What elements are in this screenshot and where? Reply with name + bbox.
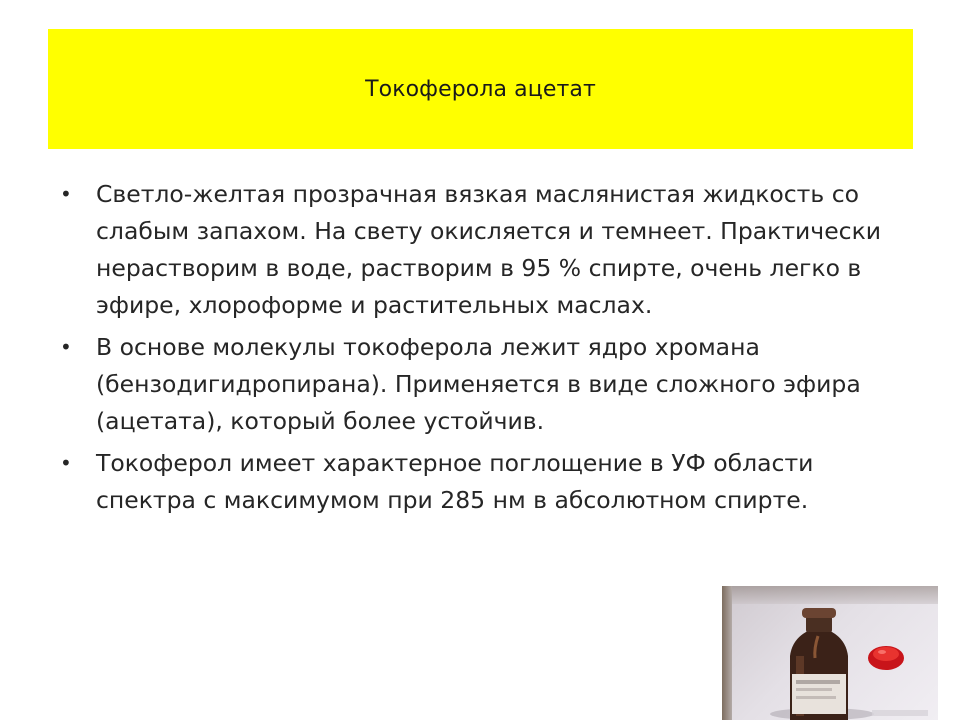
bullet-list — [58, 176, 908, 524]
title-banner — [48, 29, 913, 149]
bullet-item — [58, 329, 908, 440]
product-photo — [722, 586, 938, 720]
red-cap-top — [873, 647, 899, 661]
bullet-item — [58, 176, 908, 324]
bullet-marker: • — [60, 335, 72, 359]
bullet-text: В основе молекулы токоферола лежит ядро хромана (бензодигидропирана). Применяется в виде сложного эфира (ацетата), который более устойчив. — [96, 333, 861, 435]
bullet-marker: • — [60, 182, 72, 206]
label-line — [796, 696, 836, 699]
bullet-text: Токоферол имеет характерное поглощение в УФ области спектра с максимумом при 285 нм в абсолютном спирте. — [96, 449, 814, 514]
red-cap-highlight — [878, 650, 886, 654]
watermark-strip — [872, 710, 928, 716]
bullet-text: Светло-желтая прозрачная вязкая маслянистая жидкость со слабым запахом. На свету окисляется и темнеет. Практически нерастворим в воде, растворим в 95 % спирте, очень легко в эфире, хлороформе и растительных маслах. — [96, 180, 882, 319]
bullet-item — [58, 445, 908, 519]
bullet-marker: • — [60, 451, 72, 475]
bottle-and-cap-illustration — [722, 586, 938, 720]
label-line — [796, 680, 840, 684]
slide-title: Токоферола ацетат — [365, 76, 596, 102]
bottle-lip — [802, 608, 836, 618]
label-line — [796, 688, 832, 691]
